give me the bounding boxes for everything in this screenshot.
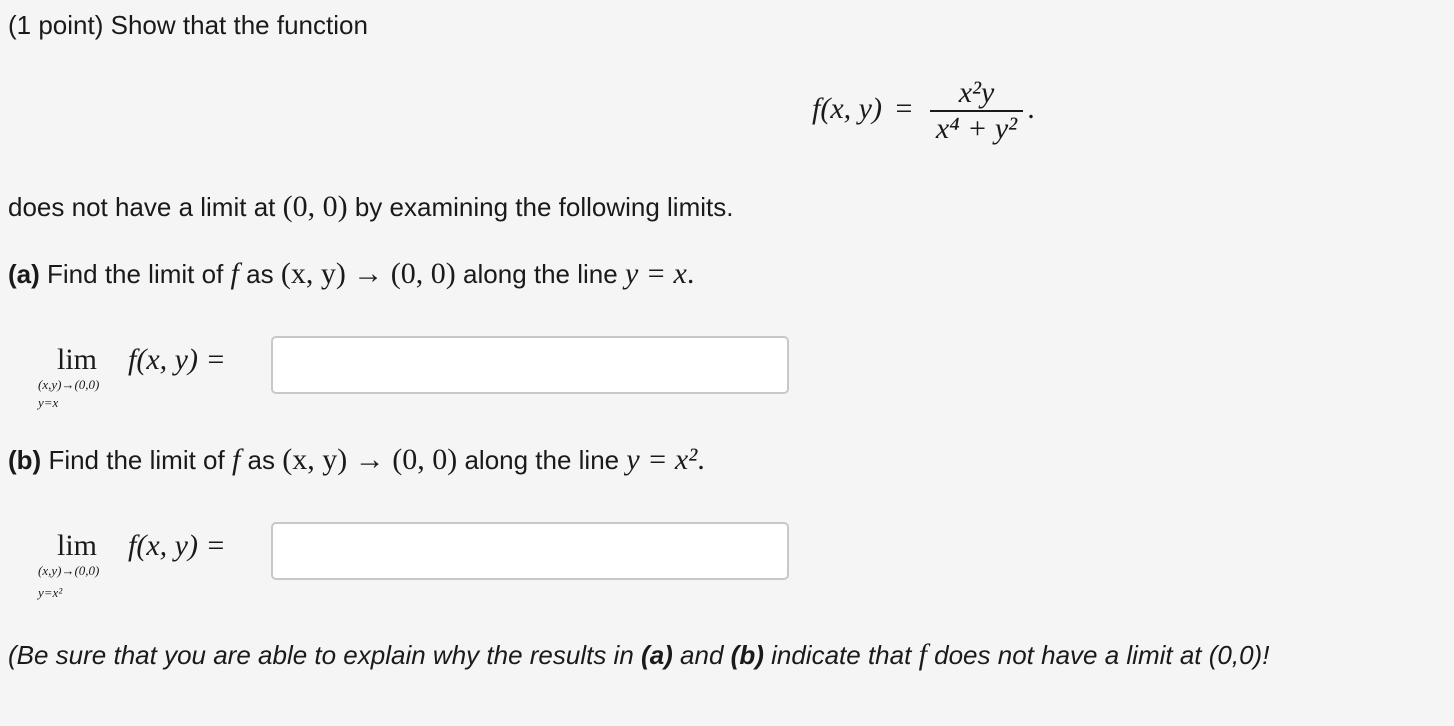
part-a-approach: (x, y) → (0, 0) — [280, 257, 456, 290]
part-b-text-3: along the line — [464, 445, 620, 475]
part-b-answer-input[interactable] — [271, 522, 789, 580]
part-a-f: f — [230, 257, 239, 290]
formula-numerator: x²y — [958, 76, 995, 109]
part-b-lim-word: lim — [57, 529, 98, 562]
note-b: (b) — [730, 640, 764, 670]
part-b-lim-sub-line: y=x² — [38, 585, 63, 600]
part-a-lim-sub-approach: (x,y)→(0,0) — [38, 377, 100, 392]
part-b-text-2: as — [247, 445, 276, 475]
part-a-text-2: as — [246, 259, 274, 289]
part-a-line: y = x — [624, 257, 687, 290]
part-a-label: (a) — [8, 259, 40, 289]
part-b-approach: (x, y) → (0, 0) — [282, 443, 458, 476]
part-a-text-3: along the line — [463, 259, 618, 289]
part-b-label: (b) — [8, 445, 42, 475]
part-b-question — [8, 443, 705, 477]
note-f: f — [918, 638, 927, 671]
part-a-lim-word: lim — [57, 343, 98, 376]
statement-before: does not have a limit at — [8, 192, 276, 222]
part-b-lim-sub-approach: (x,y)→(0,0) — [38, 563, 100, 578]
part-a-question — [8, 257, 694, 291]
part-a-lim-expr: f(x, y) = — [128, 343, 226, 376]
note-a: (a) — [641, 640, 673, 670]
part-b-period: . — [697, 443, 705, 476]
closing-note — [8, 638, 1269, 672]
statement-line — [8, 190, 733, 224]
formula-fraction — [930, 76, 1023, 146]
part-b-text-1: Find the limit of — [48, 445, 225, 475]
intro-line — [8, 10, 368, 41]
formula-denominator: x⁴ + y² — [930, 110, 1023, 146]
note-text-2: indicate that — [771, 640, 912, 670]
statement-point: (0, 0) — [282, 190, 348, 223]
formula-equals: = — [895, 91, 913, 125]
points-label: (1 point) — [8, 10, 104, 40]
part-b-f: f — [231, 443, 241, 476]
part-a-period: . — [686, 257, 695, 290]
part-b-line: y = x² — [626, 443, 698, 476]
formula-lhs: f(x, y) — [812, 91, 882, 125]
function-formula — [812, 76, 1035, 146]
formula-period: . — [1027, 91, 1035, 125]
part-a-lim-sub-line: y=x — [38, 395, 59, 410]
part-a-text-1: Find the limit of — [47, 259, 224, 289]
part-b-lim-expr: f(x, y) = — [128, 529, 226, 562]
note-text-1: (Be sure that you are able to explain why the results in — [8, 640, 634, 670]
intro-text: Show that the function — [110, 10, 368, 40]
note-and: and — [680, 640, 724, 670]
part-a-answer-input[interactable] — [271, 336, 789, 394]
statement-after: by examining the following limits. — [354, 192, 734, 222]
note-text-3: does not have a limit at (0,0)! — [934, 640, 1270, 670]
